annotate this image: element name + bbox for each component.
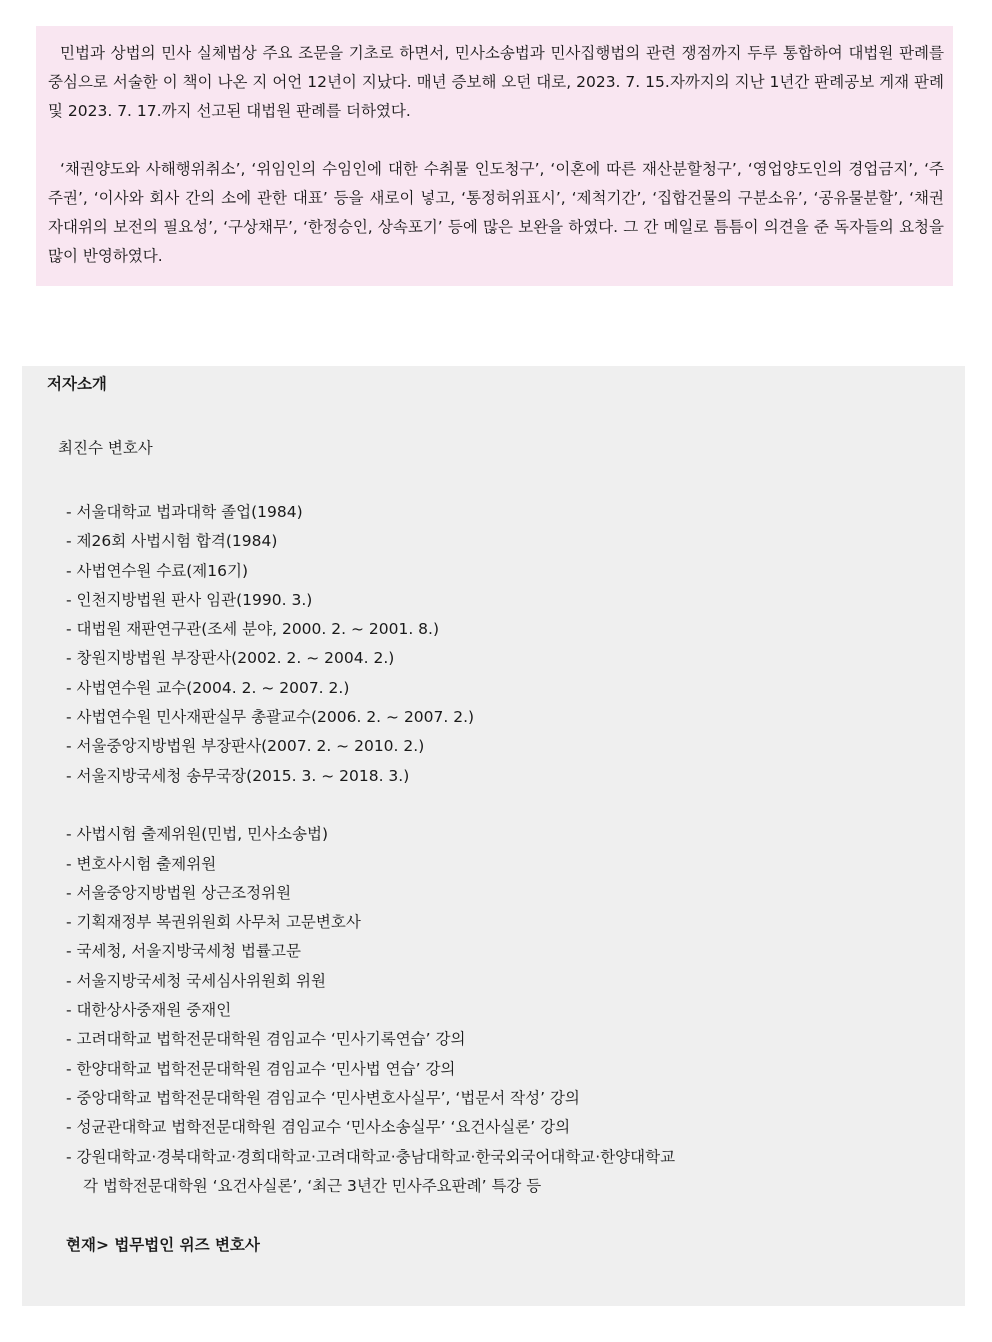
activity-item: - 변호사시험 출제위원: [66, 854, 217, 873]
activity-item-continuation: 각 법학전문대학원 ‘요건사실론’, ‘최근 3년간 민사주요판례’ 특강 등: [83, 1176, 542, 1195]
section-title: 저자소개: [47, 375, 107, 393]
activity-item: - 대한상사중재원 중재인: [66, 1001, 232, 1020]
activity-item: - 한양대학교 법학전문대학원 겸임교수 ‘민사법 연습’ 강의: [66, 1059, 456, 1078]
current-position: 현재> 법무법인 위즈 변호사: [66, 1236, 260, 1254]
career-item: - 서울지방국세청 송무국장(2015. 3. ~ 2018. 3.): [66, 766, 410, 785]
career-item: - 사법연수원 민사재판실무 총괄교수(2006. 2. ~ 2007. 2.): [66, 708, 475, 727]
career-item: - 서울중앙지방법원 부장판사(2007. 2. ~ 2010. 2.): [66, 737, 425, 756]
career-item: - 사법연수원 수료(제16기): [66, 561, 249, 580]
activity-item: - 강원대학교·경북대학교·경희대학교·고려대학교·충남대학교·한국외국어대학교·한양대학교: [66, 1147, 676, 1166]
author-introduction-box: [22, 366, 965, 1306]
career-item: - 인천지방법원 판사 임관(1990. 3.): [66, 590, 313, 609]
career-item: - 서울대학교 법과대학 졸업(1984): [66, 503, 303, 521]
activity-item: - 성균관대학교 법학전문대학원 겸임교수 ‘민사소송실무’ ‘요건사실론’ 강의: [66, 1118, 571, 1137]
career-item: - 창원지방법원 부장판사(2002. 2. ~ 2004. 2.): [66, 649, 395, 668]
career-item: - 대법원 재판연구관(조세 분야, 2000. 2. ~ 2001. 8.): [66, 620, 440, 639]
list-spacer: [66, 791, 675, 820]
author-career-list: [66, 498, 675, 1201]
activity-item: - 서울지방국세청 국세심사위원회 위원: [66, 971, 326, 990]
activity-item: - 국세청, 서울지방국세청 법률고문: [66, 942, 301, 961]
activity-item: - 고려대학교 법학전문대학원 겸임교수 ‘민사기록연습’ 강의: [66, 1030, 466, 1049]
career-item: - 사법연수원 교수(2004. 2. ~ 2007. 2.): [66, 678, 350, 697]
author-name: 최진수 변호사: [58, 439, 153, 457]
preface-paragraph-2: ‘채권양도와 사해행위취소’, ‘위임인의 수임인에 대한 수취물 인도청구’, ‘이혼에 따른 재산분할청구’, ‘영업양도인의 경업금지’, ‘주주권’, ‘이사와 회사 간의 소에 관한 대표’ 등을 새로이 넣고, ‘통정허위표시’, ‘제척기간’, ‘집합건물의 구분소유’, ‘공유물분할’, ‘채권자대위의 보전의 필요성’, ‘구상채무’, ‘한정승인, 상속포기’ 등에 많은 보완을 하였다. 그 간 메일로 틈틈이 의견을 준 독자들의 요청을 많이 반영하였다.: [48, 160, 944, 265]
preface-paragraph-1: 민법과 상법의 민사 실체법상 주요 조문을 기초로 하면서, 민사소송법과 민사집행법의 관련 쟁점까지 두루 통합하여 대법원 판례를 중심으로 서술한 이 책이 나온 지 어언 12년이 지났다. 매년 증보해 오던 대로, 2023. 7. 15.자까지의 지난 1년간 판례공보 게재 판례 및 2023. 7. 17.까지 선고된 대법원 판례를 더하였다.: [48, 44, 944, 120]
activity-item: - 사법시험 출제위원(민법, 민사소송법): [66, 825, 328, 844]
activity-item: - 기획재정부 복권위원회 사무처 고문변호사: [66, 913, 361, 932]
activity-item: - 서울중앙지방법원 상근조정위원: [66, 883, 292, 902]
activity-item: - 중앙대학교 법학전문대학원 겸임교수 ‘민사변호사실무’, ‘법문서 작성’ 강의: [66, 1088, 580, 1107]
career-item: - 제26회 사법시험 합격(1984): [66, 532, 278, 551]
preface-box: [36, 26, 953, 286]
